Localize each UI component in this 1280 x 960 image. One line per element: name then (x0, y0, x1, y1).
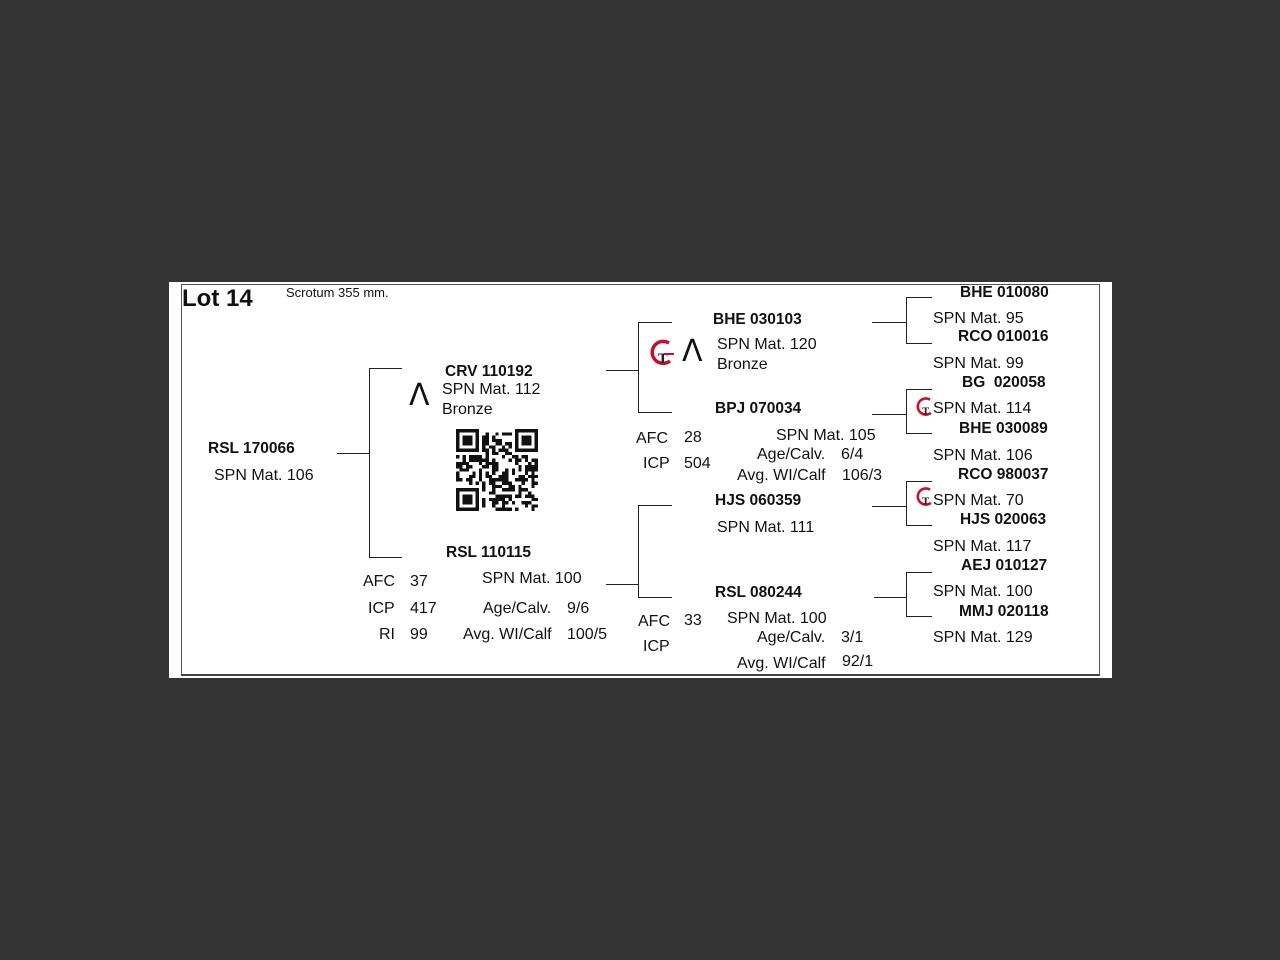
sire-dam-agecalv-label: Age/Calv. (757, 446, 826, 463)
lambda-symbol: Λ (682, 334, 703, 369)
gen3-spn: SPN Mat. 114 (933, 400, 1032, 417)
gt-logo-icon (647, 338, 677, 368)
connector-line (906, 525, 932, 526)
connector-line (906, 297, 932, 298)
pedigree-card (169, 282, 1112, 678)
sire-dam-afc-value: 28 (684, 429, 702, 446)
sire-dam-afc-label: AFC (636, 430, 668, 447)
connector-line (337, 453, 369, 454)
connector-line (906, 616, 932, 617)
dam-dam-afc-value: 33 (684, 612, 702, 629)
connector-line (872, 322, 906, 323)
dam-afc-value: 37 (410, 573, 428, 590)
sire-sire-spn: SPN Mat. 120 (717, 336, 817, 353)
sire-dam-avgwi-label: Avg. WI/Calf (737, 467, 826, 484)
connector-line (369, 368, 370, 558)
dam-dam-icp-label: ICP (643, 638, 670, 655)
dam-dam-afc-label: AFC (638, 613, 670, 630)
connector-line (638, 597, 672, 598)
connector-line (638, 505, 639, 598)
dam-dam-agecalv-label: Age/Calv. (757, 629, 826, 646)
sire-dam-icp-value: 504 (684, 455, 711, 472)
connector-line (906, 572, 907, 617)
dam-agecalv-value: 9/6 (567, 600, 590, 617)
connector-line (369, 557, 402, 558)
gen3-id: RCO 980037 (958, 466, 1049, 483)
dam-ri-label: RI (379, 626, 395, 643)
dam-dam-spn: SPN Mat. 100 (727, 610, 827, 627)
qr-code-icon (456, 429, 538, 511)
sire-id: CRV 110192 (445, 363, 533, 380)
connector-line (906, 433, 932, 434)
connector-line (906, 389, 932, 390)
connector-line (906, 297, 907, 344)
dam-sire-spn: SPN Mat. 111 (717, 519, 815, 536)
sire-dam-id: BPJ 070034 (715, 400, 802, 417)
gen3-spn: SPN Mat. 117 (933, 538, 1032, 555)
connector-line (606, 370, 638, 371)
dam-afc-label: AFC (363, 573, 395, 590)
connector-line (906, 481, 907, 526)
svg-text:T: T (922, 406, 930, 418)
gen3-spn: SPN Mat. 106 (933, 447, 1033, 464)
connector-line (872, 414, 906, 415)
connector-line (906, 572, 932, 573)
connector-line (606, 584, 638, 585)
sire-sire-id: BHE 030103 (713, 311, 802, 328)
connector-line (906, 389, 907, 434)
sire-spn: SPN Mat. 112 (442, 381, 541, 398)
dam-ri-value: 99 (410, 626, 428, 643)
dam-dam-agecalv-value: 3/1 (841, 629, 864, 646)
scrotum-note: Scrotum 355 mm. (286, 285, 389, 300)
dam-avgwi-label: Avg. WI/Calf (463, 626, 552, 643)
dam-dam-avgwi-label: Avg. WI/Calf (737, 655, 826, 672)
gen3-spn: SPN Mat. 70 (933, 492, 1024, 509)
connector-line (872, 506, 906, 507)
gen3-spn: SPN Mat. 95 (933, 310, 1024, 327)
sire-dam-spn: SPN Mat. 105 (776, 427, 876, 444)
connector-line (906, 481, 932, 482)
dam-dam-avgwi-value: 92/1 (842, 653, 874, 670)
gen3-id: RCO 010016 (958, 328, 1049, 345)
gen3-id: AEJ 010127 (961, 557, 1048, 574)
gen3-id: BG 020058 (962, 374, 1046, 391)
gen3-id: BHE 030089 (959, 420, 1048, 437)
connector-line (638, 505, 672, 506)
dam-avgwi-value: 100/5 (567, 626, 608, 643)
dam-spn: SPN Mat. 100 (482, 570, 582, 587)
subject-id: RSL 170066 (208, 440, 295, 457)
gen3-spn: SPN Mat. 100 (933, 583, 1033, 600)
dam-icp-label: ICP (368, 600, 395, 617)
connector-line (638, 322, 672, 323)
connector-line (874, 597, 906, 598)
subject-spn: SPN Mat. 106 (214, 467, 314, 484)
dam-agecalv-label: Age/Calv. (483, 600, 552, 617)
gen3-spn: SPN Mat. 99 (933, 355, 1024, 372)
svg-text:T: T (658, 352, 668, 367)
dam-sire-id: HJS 060359 (715, 492, 802, 509)
gen3-id: MMJ 020118 (959, 603, 1049, 620)
gen3-spn: SPN Mat. 129 (933, 629, 1033, 646)
sire-award: Bronze (442, 401, 493, 418)
gen3-id: HJS 020063 (960, 511, 1047, 528)
sire-dam-avgwi-value: 106/3 (842, 467, 883, 484)
sire-dam-agecalv-value: 6/4 (841, 446, 864, 463)
sire-dam-icp-label: ICP (643, 455, 670, 472)
connector-line (906, 343, 932, 344)
lot-title: Lot 14 (182, 285, 253, 312)
sire-sire-award: Bronze (717, 356, 768, 373)
dam-dam-id: RSL 080244 (715, 584, 802, 601)
connector-line (638, 412, 672, 413)
connector-line (369, 368, 402, 369)
gen3-id: BHE 010080 (960, 284, 1049, 301)
svg-text:T: T (922, 496, 930, 508)
dam-icp-value: 417 (410, 600, 437, 617)
connector-line (638, 322, 639, 413)
lambda-symbol: Λ (409, 378, 430, 413)
dam-id: RSL 110115 (446, 544, 532, 561)
